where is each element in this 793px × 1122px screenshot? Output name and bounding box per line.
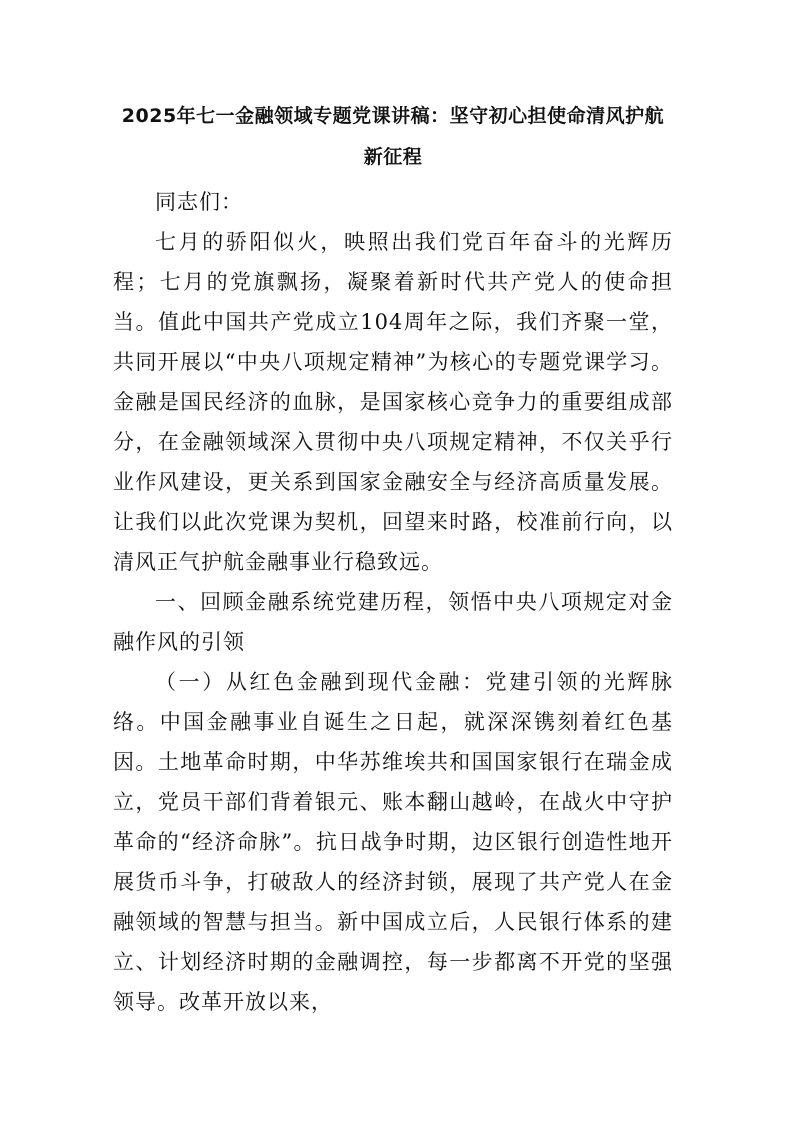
subsection-1-paragraph: （一）从红色金融到现代金融：党建引领的光辉脉络。中国金融事业自诞生之日起，就深深镌刻着红色基因。土地革命时期，中华苏维埃共和国国家银行在瑞金成立，党员干部们背着银元、账本翻山越岭，在战火中守护革命的“经济命脉”。抗日战争时期，边区银行创造性地开展货币斗争，打破敌人的经济封锁，展现了共产党人在金融领域的智慧与担当。新中国成立后，人民银行体系的建立、计划经济时期的金融调控，每一步都离不开党的坚强领导。改革开放以来，: [113, 670, 673, 1014]
document-title: 2025年七一金融领域专题党课讲稿：坚守初心担使命清风护航新征程: [121, 105, 665, 168]
document-page: [113, 96, 673, 1022]
section-1-heading: 一、回顾金融系统党建历程，领悟中央八项规定对金融作风的引领: [113, 590, 673, 654]
salutation: 同志们：: [155, 190, 243, 214]
intro-paragraph: 七月的骄阳似火，映照出我们党百年奋斗的光辉历程；七月的党旗飘扬，凝聚着新时代共产党人的使命担当。值此中国共产党成立104周年之际，我们齐聚一堂，共同开展以“中央八项规定精神”为核心的专题党课学习。金融是国民经济的血脉，是国家核心竞争力的重要组成部分，在金融领域深入贯彻中央八项规定精神，不仅关乎行业作风建设，更关系到国家金融安全与经济高质量发展。让我们以此次党课为契机，回望来时路，校准前行向，以清风正气护航金融事业行稳致远。: [113, 230, 673, 574]
